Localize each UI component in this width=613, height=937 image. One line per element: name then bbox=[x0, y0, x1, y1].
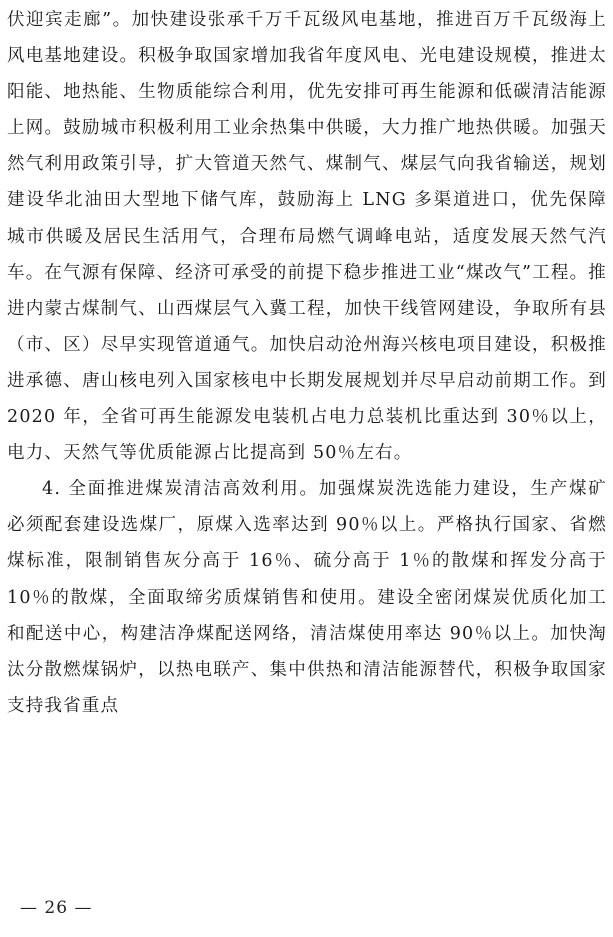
body-text bbox=[7, 2, 607, 724]
paragraph-section-4: 4. 全面推进煤炭清洁高效利用。加强煤炭洗选能力建设，生产煤矿必须配套建设选煤厂，原煤入选率达到 90％以上。严格执行国家、省燃煤标准，限制销售灰分高于 16％、硫分高于 1％的散煤和挥发分高于 10％的散煤，全面取缔劣质煤销售和使用。建设全密闭煤炭优质化加工和配送中心，构建洁净煤配送网络，清洁煤使用率达 90％以上。加快淘汰分散燃煤锅炉，以热电联产、集中供热和清洁能源替代，积极争取国家支持我省重点 bbox=[7, 479, 607, 716]
paragraph-continuation: 伏迎宾走廊”。加快建设张承千万千瓦级风电基地，推进百万千瓦级海上风电基地建设。积极争取国家增加我省年度风电、光电建设规模，推进太阳能、地热能、生物质能综合利用，优先安排可再生能源和低碳清洁能源上网。鼓励城市积极利用工业余热集中供暖，大力推广地热供暖。加强天然气利用政策引导，扩大管道天然气、煤制气、煤层气向我省输送，规划建设华北油田大型地下储气库，鼓励海上 LNG 多渠道进口，优先保障城市供暖及居民生活用气，合理布局燃气调峰电站，适度发展天然气汽车。在气源有保障、经济可承受的前提下稳步推进工业“煤改气”工程。推进内蒙古煤制气、山西煤层气入冀工程，加快干线管网建设，争取所有县（市、区）尽早实现管道通气。加快启动沧州海兴核电项目建设，积极推进承德、唐山核电列入国家核电中长期发展规划并尽早启动前期工作。到 2020 年，全省可再生能源发电装机占电力总装机比重达到 30％以上，电力、天然气等优质能源占比提高到 50％左右。 bbox=[7, 10, 607, 464]
page-number: — 26 — bbox=[20, 898, 93, 918]
